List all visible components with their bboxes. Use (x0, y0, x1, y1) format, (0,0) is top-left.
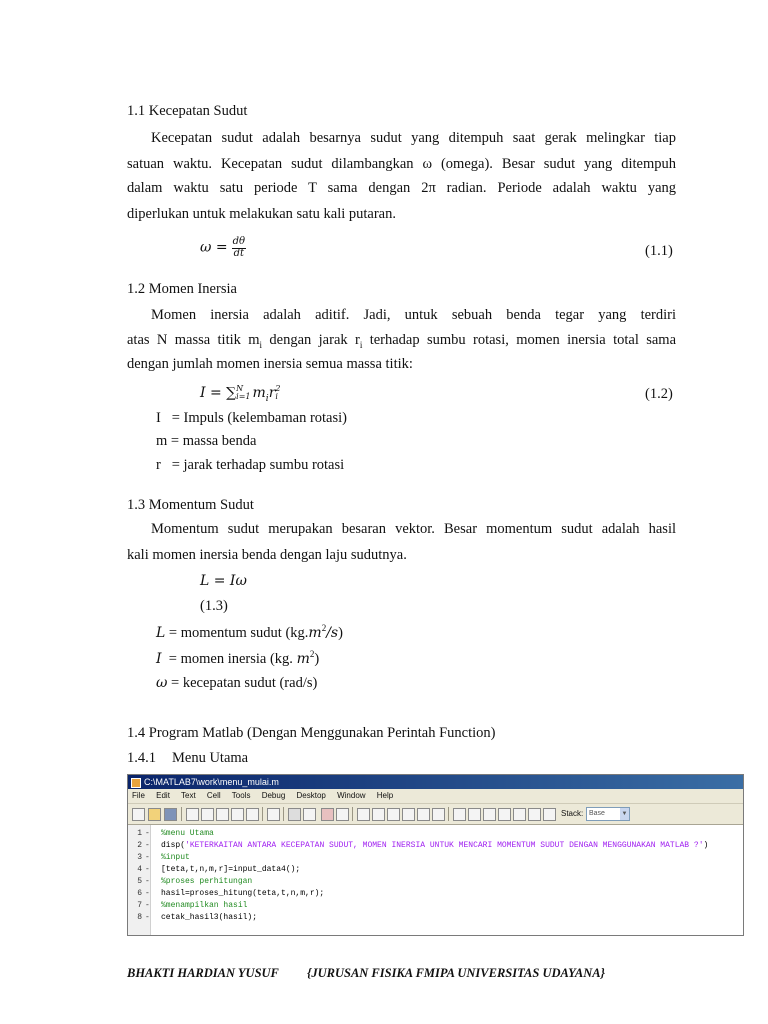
paragraph-line: Kecepatan sudut adalah besarnya sudut yang ditempuh saat gerak melingkar tiap (151, 130, 676, 146)
definition-line: m = massa benda (156, 433, 257, 449)
line-number: 7 (137, 901, 142, 910)
menu-tools[interactable]: Tools (231, 791, 251, 800)
editor-title: C:\MATLAB7\work\menu_mulai.m (144, 777, 279, 787)
toolbar-separator (181, 807, 182, 821)
line-number: 4 (137, 865, 142, 874)
text-run: = kecepatan sudut (rad/s) (167, 675, 318, 691)
equation-lhs: ω = (200, 239, 228, 256)
superscript: 2 (309, 649, 315, 659)
sum-upper: N (236, 384, 244, 393)
paragraph-line (127, 333, 676, 350)
chevron-down-icon[interactable]: ▼ (620, 808, 629, 820)
function-icon[interactable] (303, 808, 316, 821)
subscript: i (259, 339, 263, 350)
cell-run-icon[interactable] (528, 808, 541, 821)
paragraph-line: kali momen inersia benda dengan laju sudutnya. (127, 547, 407, 563)
step-icon[interactable] (357, 808, 370, 821)
editor-menu-bar (128, 789, 743, 804)
symbol-omega: ω (156, 675, 168, 691)
superscript: 2 (321, 623, 327, 633)
equation-number-1-1: (1.1) (645, 243, 673, 259)
save-icon[interactable] (164, 808, 177, 821)
copy-icon[interactable] (201, 808, 214, 821)
code-text: hasil=proses_hitung(teta,t,n,m,r); (161, 889, 325, 898)
code-line[interactable] (128, 864, 743, 876)
section-heading-1-3: 1.3 Momentum Sudut (127, 497, 254, 513)
cell-eval-icon[interactable] (468, 808, 481, 821)
text-run: = momen inersia (kg. (161, 650, 297, 667)
step-in-icon[interactable] (372, 808, 385, 821)
menu-window[interactable]: Window (337, 791, 366, 800)
equation-number-1-2: (1.2) (645, 386, 673, 402)
clear-breakpoints-icon[interactable] (336, 808, 349, 821)
editor-title-bar[interactable] (128, 775, 743, 789)
menu-cell[interactable]: Cell (206, 791, 221, 800)
mass-symbol: m (252, 385, 266, 401)
open-folder-icon[interactable] (148, 808, 161, 821)
unit-m: m (308, 624, 322, 641)
footer-author: BHAKTI HARDIAN YUSUF (127, 966, 279, 980)
code-text: [teta,t,n,m,r]=input_data4(); (161, 865, 301, 874)
unit-m: m (296, 650, 310, 667)
breakpoint-marker[interactable]: - (145, 877, 150, 886)
menu-desktop[interactable]: Desktop (296, 791, 326, 800)
paragraph-line: satuan waktu. Kecepatan sudut dilambangkan ω (omega). Besar sudut yang ditempuh (127, 156, 676, 172)
code-text: disp('KETERKAITAN ANTARA KECEPATAN SUDUT, MOMEN INERSIA UNTUK MENCARI MOMENTUM SUDUT DENGAN MENGGUNAKAN MATLAB ?') (161, 841, 709, 850)
text-run: ) (338, 624, 343, 641)
menu-text[interactable]: Text (181, 791, 196, 800)
breakpoint-marker[interactable]: - (145, 901, 150, 910)
subscript: i (265, 393, 269, 404)
definition-line (156, 650, 319, 666)
stack-select[interactable] (586, 807, 630, 821)
matlab-editor-window (127, 774, 744, 936)
stack-value: Base (589, 810, 605, 817)
find-icon[interactable] (288, 808, 301, 821)
continue-icon[interactable] (402, 808, 415, 821)
definition-line (156, 676, 317, 691)
line-number: 8 (137, 913, 142, 922)
code-text: %menu Utama (161, 829, 214, 838)
cell-next-icon[interactable] (483, 808, 496, 821)
breakpoint-marker[interactable]: - (145, 913, 150, 922)
section-heading-1-2: 1.2 Momen Inersia (127, 281, 237, 297)
subscript: i (275, 392, 278, 401)
breakpoint-marker[interactable]: - (145, 829, 150, 838)
subscript: i (359, 339, 363, 350)
breakpoint-marker[interactable]: - (145, 841, 150, 850)
exit-debug-icon[interactable] (417, 808, 430, 821)
equation-1-3: L = Iω (200, 573, 247, 589)
toolbar-separator (283, 807, 284, 821)
paragraph-line: dalam waktu satu periode T sama dengan 2π radian. Periode adalah waktu yang (127, 180, 676, 196)
fraction-numerator: dθ (232, 236, 246, 247)
text-run: atas N massa titik m (127, 332, 260, 348)
cell-icon[interactable] (453, 808, 466, 821)
line-number: 2 (137, 841, 142, 850)
cell-prev-icon[interactable] (513, 808, 526, 821)
symbol-L: L (156, 624, 166, 641)
symbol-I: I (156, 650, 162, 667)
unit-per-s: /s (326, 624, 339, 641)
section-heading-1-4: 1.4 Program Matlab (Dengan Menggunakan Perintah Function) (127, 725, 496, 741)
stack-label: Stack: (561, 809, 584, 818)
line-number: 1 (137, 829, 142, 838)
text-run: terhadap sumbu rotasi, momen inersia total sama (362, 332, 676, 348)
breakpoint-icon[interactable] (321, 808, 334, 821)
breakpoint-marker[interactable]: - (145, 853, 150, 862)
sum-limits (236, 385, 250, 401)
equation-number-1-3: (1.3) (200, 598, 228, 614)
definition-line (156, 624, 343, 640)
equation-1-1 (200, 237, 246, 259)
code-text: %menampilkan hasil (161, 901, 248, 910)
fraction (232, 237, 246, 259)
paragraph-line: Momentum sudut merupakan besaran vektor. Besar momentum sudut adalah hasil (151, 521, 676, 537)
breakpoint-marker[interactable]: - (145, 889, 150, 898)
text-run: = momentum sudut (kg. (165, 624, 309, 641)
definition-line: r = jarak terhadap sumbu rotasi (156, 457, 345, 473)
redo-icon[interactable] (246, 808, 259, 821)
paragraph-line: diperlukan untuk melakukan satu kali putaran. (127, 206, 396, 222)
equation-1-2 (200, 385, 280, 404)
code-line[interactable] (128, 852, 743, 864)
menu-help[interactable]: Help (376, 791, 394, 800)
cell-stop-icon[interactable] (543, 808, 556, 821)
text-run: dengan jarak r (262, 332, 360, 348)
radius-symbol: r (268, 385, 276, 401)
radius-indices (275, 385, 280, 401)
definition-line: I = Impuls (kelembaman rotasi) (156, 410, 347, 426)
new-file-icon[interactable] (132, 808, 145, 821)
menu-debug[interactable]: Debug (261, 791, 286, 800)
text-run: ) (314, 650, 320, 667)
code-line[interactable] (128, 828, 743, 840)
paste-icon[interactable] (216, 808, 229, 821)
toolbar-separator (352, 807, 353, 821)
subsection-number: 1.4.1 (127, 750, 156, 766)
menu-file[interactable]: File (132, 791, 145, 800)
superscript: 2 (275, 384, 281, 393)
paragraph-line: Momen inersia adalah aditif. Jadi, untuk sebuah benda tegar yang terdiri (151, 307, 676, 323)
section-heading-1-1: 1.1 Kecepatan Sudut (127, 103, 248, 119)
footer-affiliation: {JURUSAN FISIKA FMIPA UNIVERSITAS UDAYANA} (307, 966, 605, 980)
code-line[interactable] (128, 876, 743, 888)
code-text: %proses perhitungan (161, 877, 253, 886)
code-line[interactable] (128, 900, 743, 912)
menu-edit[interactable]: Edit (156, 791, 170, 800)
subsection-title: Menu Utama (172, 750, 249, 766)
toolbar-separator (262, 807, 263, 821)
line-number: 6 (137, 889, 142, 898)
step-out-icon[interactable] (387, 808, 400, 821)
undo-icon[interactable] (231, 808, 244, 821)
line-number: 5 (137, 877, 142, 886)
line-number: 3 (137, 853, 142, 862)
fraction-denominator: dt (233, 247, 245, 259)
cut-icon[interactable] (186, 808, 199, 821)
editor-toolbar (128, 804, 743, 825)
string-literal: 'KETERKAITAN ANTARA KECEPATAN SUDUT, MOMEN INERSIA UNTUK MENCARI MOMENTUM SUDUT DENGAN MENGGUNAKAN MATLAB ?' (185, 841, 704, 850)
matlab-file-icon (131, 778, 141, 788)
code-text: cetak_hasil3(hasil); (161, 913, 258, 922)
run-icon[interactable] (432, 808, 445, 821)
code-text: %input (161, 853, 190, 862)
code-line[interactable] (128, 888, 743, 900)
print-icon[interactable] (267, 808, 280, 821)
cell-advance-icon[interactable] (498, 808, 511, 821)
toolbar-separator (448, 807, 449, 821)
breakpoint-marker[interactable]: - (145, 865, 150, 874)
equation-lhs: I = ∑ (200, 385, 237, 401)
paragraph-line: dengan jumlah momen inersia semua massa titik: (127, 356, 413, 372)
sum-lower: i=1 (236, 392, 251, 401)
code-line[interactable] (128, 912, 743, 924)
code-line[interactable] (128, 840, 743, 852)
